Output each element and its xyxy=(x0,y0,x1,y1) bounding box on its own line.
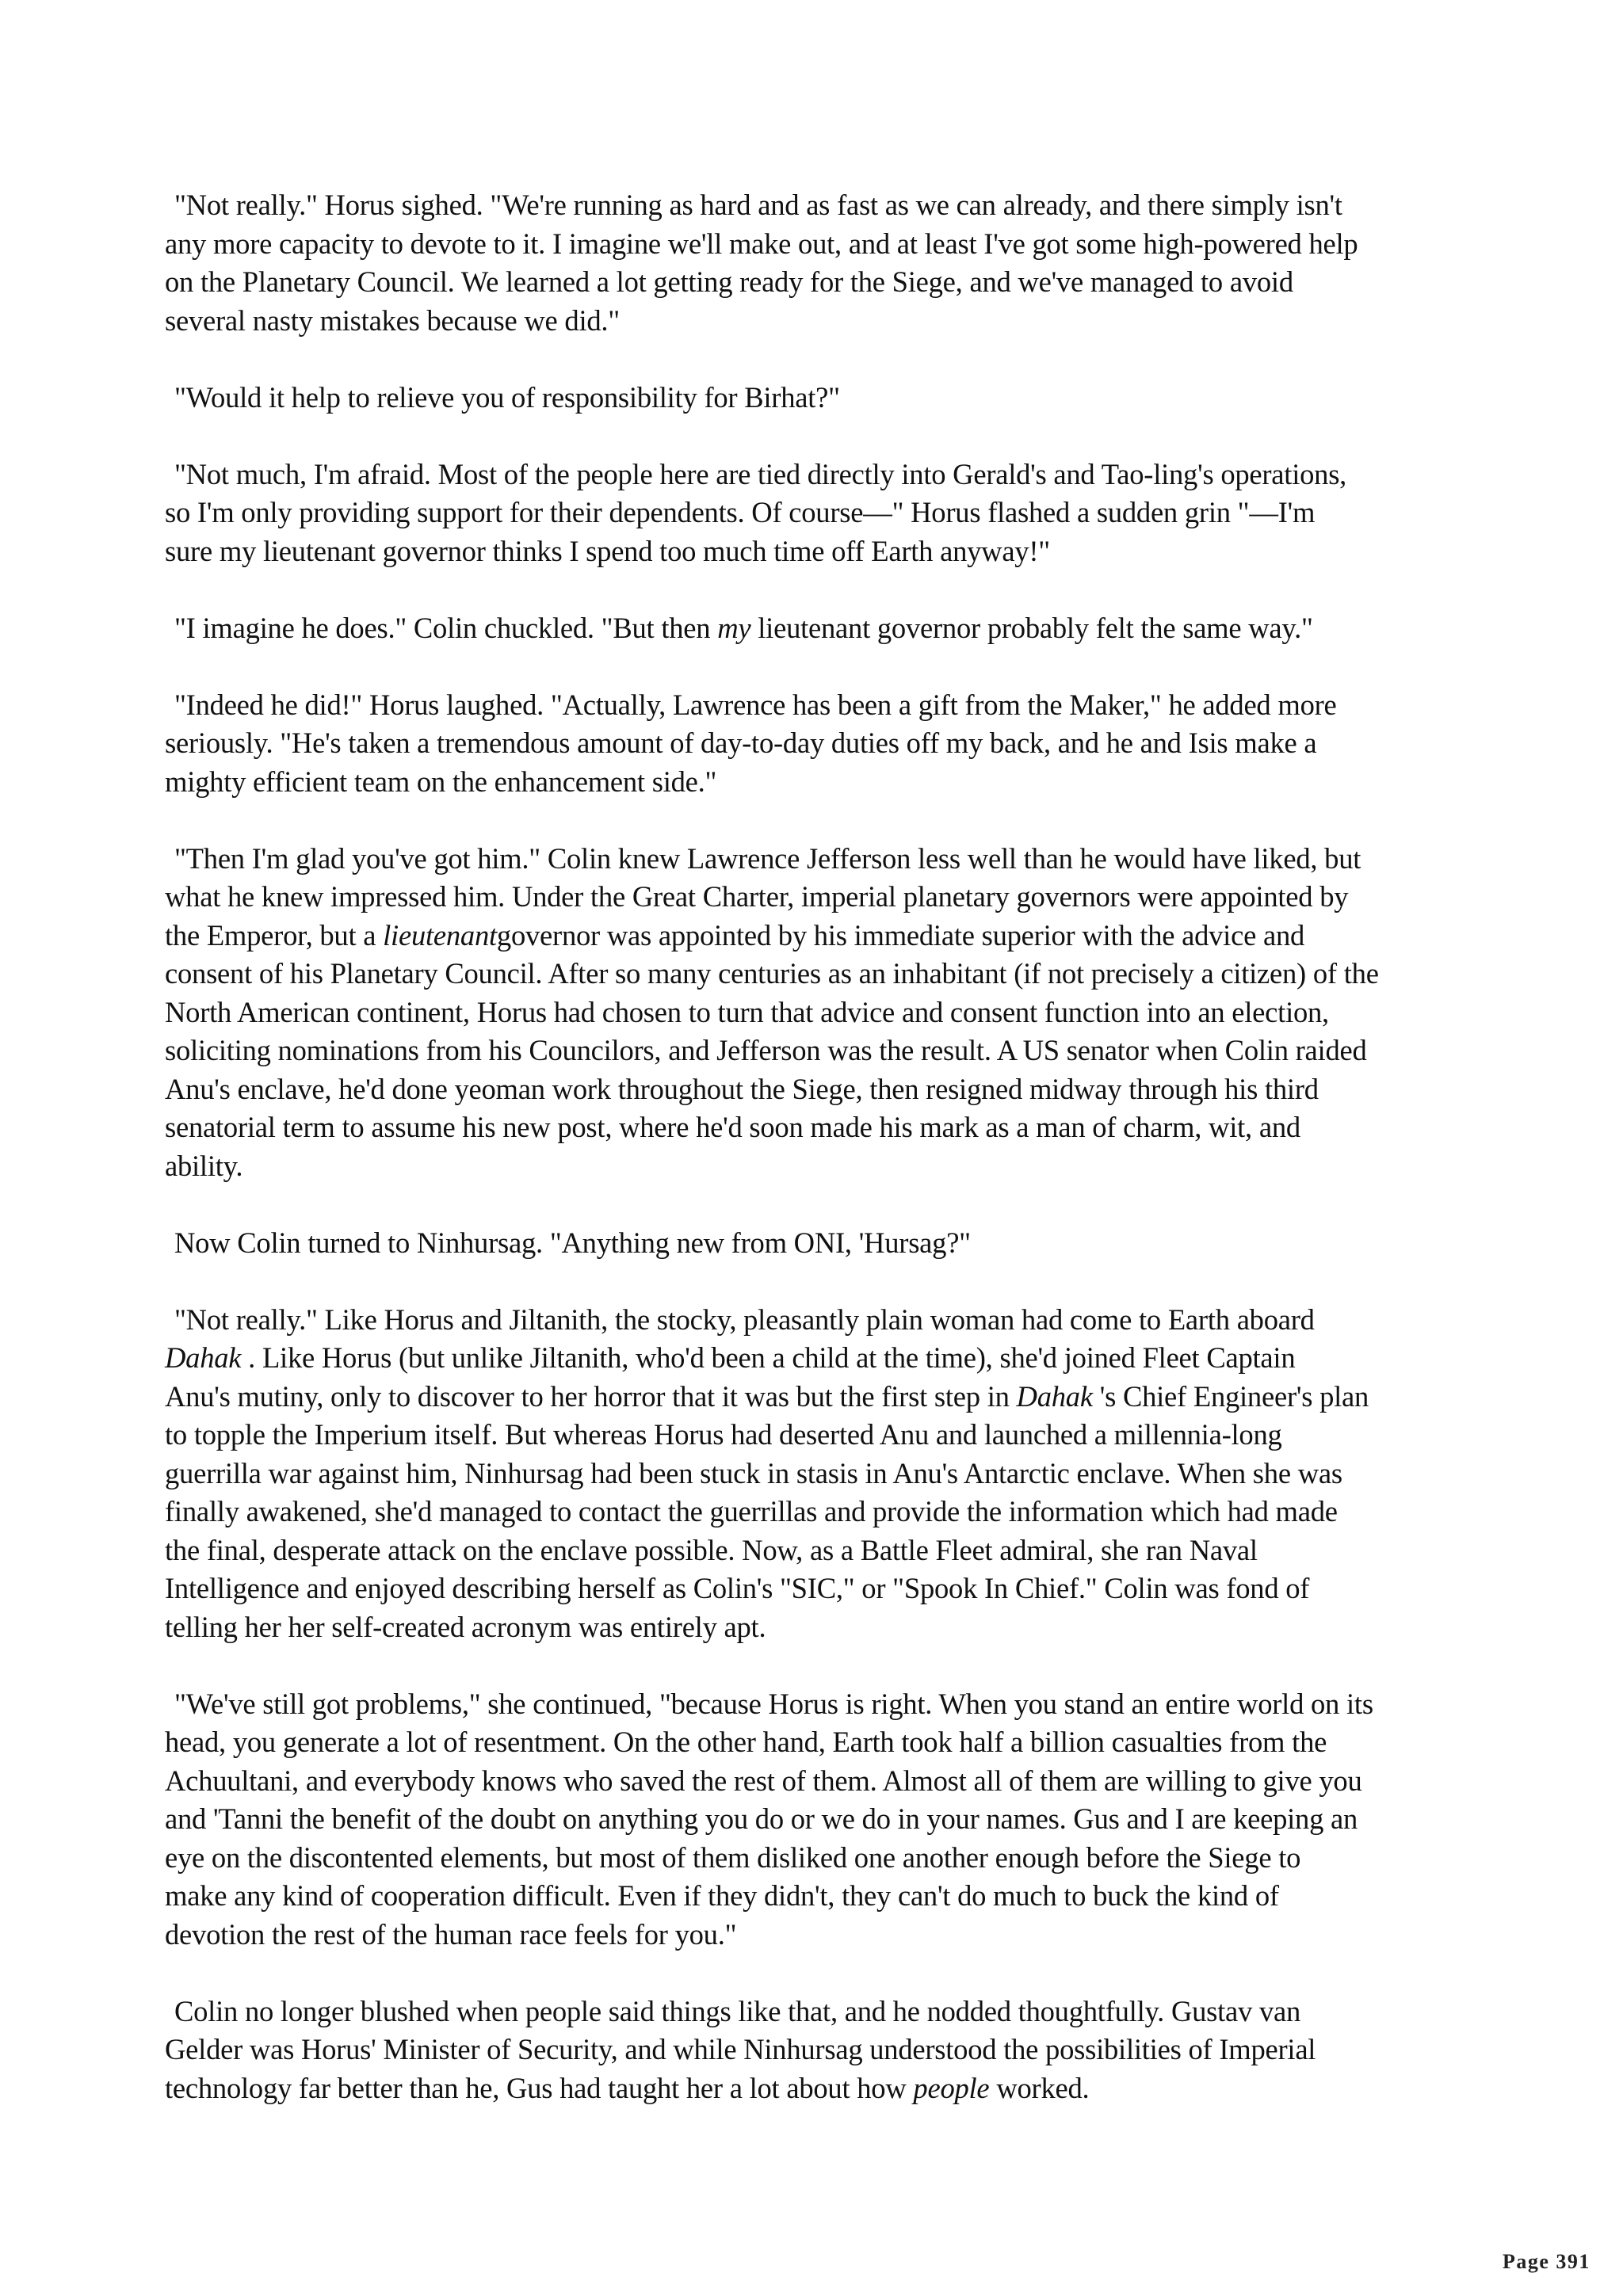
text-run: Anu's mutiny, only to discover to her horror that it was but the first step in xyxy=(165,1379,1017,1413)
text-line xyxy=(165,1455,1465,1493)
text-line xyxy=(165,1147,1465,1186)
text-line xyxy=(174,1224,1465,1263)
text-run: . Like Horus (but unlike Jiltanith, who'd been a child at the time), she'd joined Fleet Captain xyxy=(241,1341,1296,1374)
paragraph xyxy=(165,686,1465,802)
text-run: soliciting nominations from his Councilors, and Jefferson was the result. A US senator when Colin raided xyxy=(165,1034,1367,1066)
text-run: on the Planetary Council. We learned a lot getting ready for the Siege, and we've managed to avoid xyxy=(165,265,1293,298)
text-line xyxy=(165,878,1465,917)
text-line xyxy=(165,994,1465,1032)
text-line xyxy=(165,1531,1465,1570)
paragraph xyxy=(165,1685,1465,1955)
text-line xyxy=(165,1608,1465,1647)
text-line xyxy=(165,1032,1465,1070)
text-run: devotion the rest of the human race feels for you." xyxy=(165,1917,737,1951)
text-run: sure my lieutenant governor thinks I spend too much time off Earth anyway!" xyxy=(165,534,1050,567)
text-line xyxy=(165,724,1465,763)
text-line xyxy=(165,763,1465,802)
text-run: head, you generate a lot of resentment. On the other hand, Earth took half a billion casualties from the xyxy=(165,1726,1327,1758)
italic-emphasis: my xyxy=(717,611,751,644)
text-run: Intelligence and enjoyed describing herself as Colin's "SIC," or "Spook In Chief." Colin was fond of xyxy=(165,1572,1310,1604)
text-line xyxy=(165,955,1465,994)
text-run: "Would it help to relieve you of responsibility for Birhat?" xyxy=(174,380,840,414)
text-line xyxy=(174,1993,1465,2031)
text-line xyxy=(165,1070,1465,1109)
text-line xyxy=(174,186,1465,225)
text-run: telling her her self-created acronym was entirely apt. xyxy=(165,1610,766,1643)
text-run: "Indeed he did!" Horus laughed. "Actually, Lawrence has been a gift from the Maker," he added more xyxy=(174,688,1337,721)
body-text xyxy=(165,186,1465,2107)
text-run: governor was appointed by his immediate superior with the advice and xyxy=(496,918,1305,952)
text-line xyxy=(165,1416,1465,1455)
text-line xyxy=(165,1877,1465,1916)
italic-emphasis: lieutenant xyxy=(383,918,497,952)
text-line xyxy=(174,379,1465,418)
paragraph xyxy=(165,609,1465,648)
text-line xyxy=(165,2031,1465,2069)
text-line xyxy=(165,494,1465,532)
text-line xyxy=(165,2069,1465,2108)
text-run: the final, desperate attack on the enclave possible. Now, as a Battle Fleet admiral, she ran Naval xyxy=(165,1533,1258,1566)
paragraph xyxy=(165,840,1465,1186)
text-line xyxy=(165,917,1465,955)
page-number: Page 391 xyxy=(1503,2250,1591,2273)
text-line xyxy=(174,1301,1465,1340)
text-line xyxy=(174,1685,1465,1724)
text-run: eye on the discontented elements, but most of them disliked one another enough before the Siege to xyxy=(165,1840,1301,1874)
text-line xyxy=(165,532,1465,571)
text-line xyxy=(165,1762,1465,1801)
text-run: finally awakened, she'd managed to contact the guerrillas and provide the information which had made xyxy=(165,1495,1338,1527)
text-run: "Not really." Horus sighed. "We're running as hard and as fast as we can already, and there simply isn't xyxy=(174,189,1342,221)
text-run: mighty efficient team on the enhancement side." xyxy=(165,765,717,798)
text-run: make any kind of cooperation difficult. Even if they didn't, they can't do much to buck the kind of xyxy=(165,1879,1279,1912)
paragraph xyxy=(165,379,1465,418)
text-line xyxy=(165,1339,1465,1378)
text-line xyxy=(174,840,1465,879)
paragraph xyxy=(165,186,1465,340)
paragraph xyxy=(165,1993,1465,2108)
text-run: "I imagine he does." Colin chuckled. "But then xyxy=(174,611,718,644)
text-run: to topple the Imperium itself. But whereas Horus had deserted Anu and launched a millennia-long xyxy=(165,1418,1282,1451)
text-line xyxy=(174,686,1465,725)
paragraph xyxy=(165,1224,1465,1263)
text-run: "Not much, I'm afraid. Most of the people here are tied directly into Gerald's and Tao-ling's operations, xyxy=(174,457,1347,490)
text-line xyxy=(174,456,1465,494)
text-run: "We've still got problems," she continued, "because Horus is right. When you stand an entire world on its xyxy=(174,1687,1373,1720)
text-run: ability. xyxy=(165,1149,243,1182)
text-run: so I'm only providing support for their dependents. Of course—" Horus flashed a sudden grin "—I'm xyxy=(165,496,1316,528)
text-line xyxy=(165,1916,1465,1955)
text-run: 's Chief Engineer's plan xyxy=(1092,1379,1369,1413)
text-run: "Not really." Like Horus and Jiltanith, the stocky, pleasantly plain woman had come to Earth aboard xyxy=(174,1302,1315,1336)
text-run: Achuultani, and everybody knows who saved the rest of them. Almost all of them are willing to give you xyxy=(165,1764,1362,1797)
text-line xyxy=(165,302,1465,341)
text-line xyxy=(165,263,1465,302)
text-run: consent of his Planetary Council. After so many centuries as an inhabitant (if not precisely a citizen) of the xyxy=(165,957,1379,990)
italic-emphasis: people xyxy=(913,2071,990,2104)
text-run: what he knew impressed him. Under the Great Charter, imperial planetary governors were appointed by xyxy=(165,880,1349,913)
text-run: North American continent, Horus had chosen to turn that advice and consent function into an election, xyxy=(165,995,1329,1028)
text-run: and 'Tanni the benefit of the doubt on anything you do or we do in your names. Gus and I are keeping an xyxy=(165,1802,1358,1835)
italic-emphasis: Dahak xyxy=(1016,1379,1093,1413)
text-run: "Then I'm glad you've got him." Colin knew Lawrence Jefferson less well than he would have liked, but xyxy=(174,841,1361,875)
text-line xyxy=(165,225,1465,264)
text-run: technology far better than he, Gus had taught her a lot about how xyxy=(165,2071,914,2104)
paragraph xyxy=(165,456,1465,571)
text-run: Now Colin turned to Ninhursag. "Anything new from ONI, 'Hursag?" xyxy=(174,1226,971,1259)
text-line xyxy=(165,1800,1465,1839)
text-run: guerrilla war against him, Ninhursag had been stuck in stasis in Anu's Antarctic enclave. When she was xyxy=(165,1456,1342,1489)
text-run: lieutenant governor probably felt the same way." xyxy=(750,611,1313,644)
text-line xyxy=(165,1839,1465,1878)
text-run: any more capacity to devote to it. I imagine we'll make out, and at least I've got some high-powered help xyxy=(165,227,1358,260)
text-run: seriously. "He's taken a tremendous amount of day-to-day duties off my back, and he and Isis make a xyxy=(165,727,1317,759)
text-run: the Emperor, but a xyxy=(165,918,384,952)
text-line xyxy=(174,609,1465,648)
text-line xyxy=(165,1723,1465,1762)
text-line xyxy=(165,1569,1465,1608)
paragraph xyxy=(165,1301,1465,1647)
text-run: senatorial term to assume his new post, where he'd soon made his mark as a man of charm, wit, and xyxy=(165,1111,1300,1143)
text-line xyxy=(165,1108,1465,1147)
text-line xyxy=(165,1378,1465,1417)
text-run: Anu's enclave, he'd done yeoman work throughout the Siege, then resigned midway through his third xyxy=(165,1072,1319,1105)
text-run: Colin no longer blushed when people said things like that, and he nodded thoughtfully. Gustav van xyxy=(174,1994,1301,2027)
text-run: worked. xyxy=(989,2071,1090,2104)
text-run: Gelder was Horus' Minister of Security, and while Ninhursag understood the possibilities of Imperial xyxy=(165,2033,1316,2065)
italic-emphasis: Dahak xyxy=(165,1341,242,1374)
text-line xyxy=(165,1493,1465,1531)
text-run: several nasty mistakes because we did." xyxy=(165,303,620,337)
